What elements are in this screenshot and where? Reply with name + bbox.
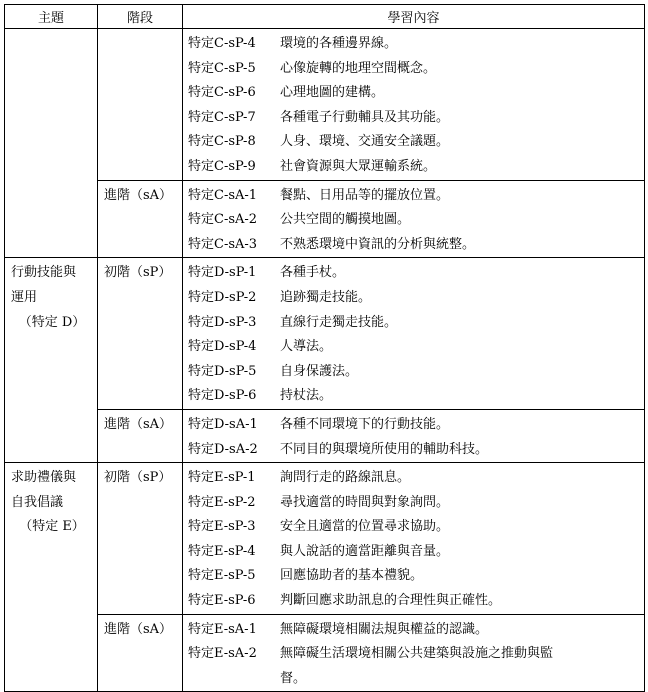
theme-line: 運用: [11, 289, 38, 305]
table-row: [5, 258, 645, 410]
item-text: 無障礙生活環境相關公共建築與設施之推動與監: [280, 646, 554, 662]
list-item: [188, 233, 644, 258]
theme-cell: [5, 258, 98, 463]
item-text: 公共空間的觸摸地圖。: [280, 212, 411, 228]
theme-line: （特定 E）: [19, 519, 85, 535]
stage-label: 初階（sP）: [104, 470, 172, 486]
item-text: 社會資源與大眾運輸系統。: [280, 158, 437, 174]
stage-label: 進階（sA）: [104, 187, 173, 203]
item-text: 詢問行走的路線訊息。: [280, 470, 411, 486]
item-code: 特定C-sA-1: [188, 187, 258, 203]
list-item: [188, 589, 644, 614]
list-item: [188, 564, 644, 589]
list-item: [188, 106, 644, 131]
table-row: [5, 180, 645, 258]
table-row: [5, 29, 645, 181]
table-row: [5, 614, 645, 692]
list-item: [188, 311, 644, 336]
item-code: 特定D-sP-5: [188, 363, 257, 379]
list-item: [188, 413, 644, 438]
item-text: 環境的各種邊界線。: [280, 36, 398, 51]
item-text: 不同目的與環境所使用的輔助科技。: [280, 441, 489, 457]
item-text: 安全且適當的位置尋求協助。: [280, 519, 450, 535]
item-text: 人身、環境、交通安全議題。: [280, 134, 450, 150]
item-text-continuation: 督。: [280, 670, 307, 686]
stage-cell: [98, 29, 183, 181]
header-stage: 階段: [98, 5, 183, 29]
item-text: 回應協助者的基本禮貌。: [280, 568, 424, 584]
list-item: [188, 438, 644, 463]
stage-label: 進階（sA）: [104, 621, 173, 637]
item-code: 特定D-sA-1: [188, 416, 258, 432]
list-item: [188, 155, 644, 180]
item-text: 自身保護法。: [280, 363, 359, 379]
item-code: 特定E-sP-6: [188, 593, 256, 609]
list-item: [188, 32, 644, 57]
table-header-row: [5, 5, 645, 29]
item-text: 各種電子行動輔具及其功能。: [280, 109, 450, 125]
list-item: [188, 130, 644, 155]
item-code: 特定D-sP-1: [188, 265, 257, 281]
list-item: [188, 184, 644, 209]
list-item: [188, 261, 644, 286]
item-code: 特定D-sP-6: [188, 388, 257, 404]
item-text: 直線行走獨走技能。: [280, 314, 398, 330]
stage-cell: [98, 463, 183, 615]
header-theme: 主題: [5, 5, 98, 29]
item-text: 各種不同環境下的行動技能。: [280, 416, 450, 432]
list-item: [188, 208, 644, 233]
theme-line: 自我倡議: [11, 494, 64, 510]
item-code: 特定C-sA-2: [188, 212, 258, 228]
item-code: 特定D-sP-3: [188, 314, 257, 330]
stage-cell: [98, 258, 183, 410]
list-item: [188, 515, 644, 540]
theme-line: 行動技能與: [11, 265, 77, 281]
content-cell: [183, 463, 645, 615]
item-text: 各種手杖。: [280, 265, 346, 281]
item-code: 特定C-sP-4: [188, 36, 256, 51]
content-cell: [183, 409, 645, 462]
item-code: 特定E-sA-1: [188, 621, 257, 637]
content-cell: [183, 180, 645, 258]
item-code: 特定E-sA-2: [188, 646, 257, 662]
item-text: 追跡獨走技能。: [280, 289, 372, 305]
stage-label: 初階（sP）: [104, 265, 172, 281]
theme-cell: [5, 29, 98, 258]
header-content: 學習內容: [183, 5, 645, 29]
item-code: 特定E-sP-4: [188, 543, 256, 559]
item-text: 不熟悉環境中資訊的分析與統整。: [280, 236, 476, 252]
item-text: 心像旋轉的地理空間概念。: [280, 60, 437, 76]
item-code: 特定C-sA-3: [188, 236, 258, 252]
item-text: 尋找適當的時間與對象詢問。: [280, 494, 450, 510]
item-text: 判斷回應求助訊息的合理性與正確性。: [280, 593, 502, 609]
content-cell: [183, 258, 645, 410]
item-text: 餐點、日用品等的擺放位置。: [280, 187, 450, 203]
list-item: [188, 81, 644, 106]
stage-cell: [98, 614, 183, 692]
item-code: 特定C-sP-7: [188, 109, 256, 125]
list-item: [188, 360, 644, 385]
list-item: [188, 384, 644, 409]
item-code: 特定C-sP-6: [188, 85, 256, 101]
stage-cell: [98, 180, 183, 258]
stage-cell: [98, 409, 183, 462]
item-code: 特定C-sP-9: [188, 158, 256, 174]
item-code: 特定E-sP-1: [188, 470, 256, 486]
theme-line: （特定 D）: [18, 314, 86, 330]
item-text: 與人說話的適當距離與音量。: [280, 543, 450, 559]
item-code: 特定C-sP-8: [188, 134, 256, 150]
theme-cell: [5, 463, 98, 692]
list-item: [188, 335, 644, 360]
item-text: 無障礙環境相關法規與權益的認識。: [280, 621, 489, 637]
item-code: 特定D-sP-2: [188, 289, 257, 305]
stage-label: 進階（sA）: [104, 416, 173, 432]
item-code: 特定E-sP-2: [188, 494, 256, 510]
list-item: [188, 618, 644, 643]
list-item: [188, 491, 644, 516]
table-row: [5, 409, 645, 462]
list-item: [188, 466, 644, 491]
item-code: 特定E-sP-5: [188, 568, 256, 584]
item-code: 特定D-sP-4: [188, 339, 257, 355]
list-item: [188, 642, 644, 667]
item-code: 特定D-sA-2: [188, 441, 258, 457]
item-text: 持杖法。: [280, 388, 333, 404]
learning-content-table: [4, 4, 645, 692]
item-code: 特定C-sP-5: [188, 60, 256, 76]
item-text: 人導法。: [280, 339, 333, 355]
list-item: [188, 57, 644, 82]
theme-line: 求助禮儀與: [11, 470, 77, 486]
item-code: 特定E-sP-3: [188, 519, 256, 535]
list-item: [188, 286, 644, 311]
item-text: 心理地圖的建構。: [280, 85, 385, 101]
content-cell: [183, 29, 645, 181]
list-item: [188, 540, 644, 565]
content-cell: [183, 614, 645, 692]
table-row: [5, 463, 645, 615]
